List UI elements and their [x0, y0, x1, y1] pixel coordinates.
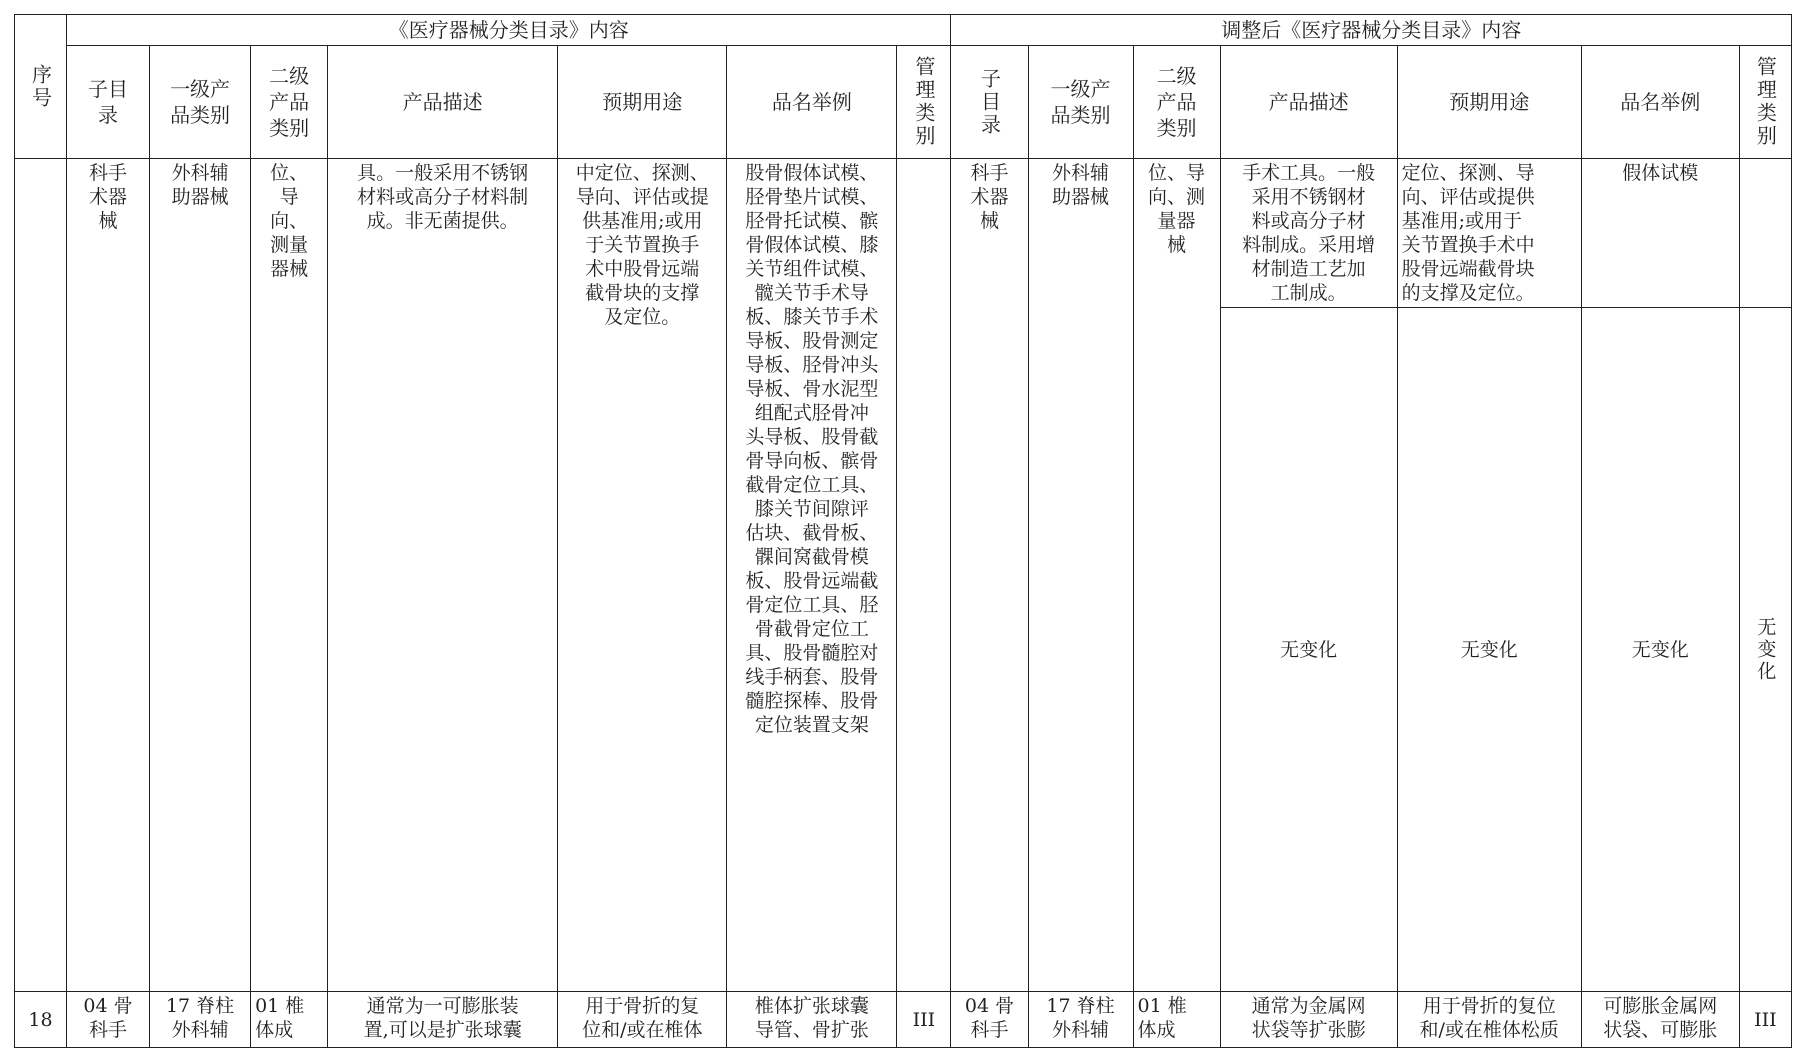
orig-cat2-cell: 01 椎 体成 — [251, 992, 328, 1048]
header-adj-subdir: 子目录 — [951, 46, 1028, 159]
adj-use-cell: 定位、探测、导 向、评估或提供 基准用;或用于 关节置换手术中 股骨远端截骨块 的支撑及定位。 — [1397, 159, 1581, 308]
header-adj-desc: 产品描述 — [1220, 46, 1397, 159]
row-seq — [15, 159, 67, 992]
header-group-row — [15, 15, 1792, 46]
adj-use-unchanged: 无变化 — [1397, 308, 1581, 992]
header-adj-cat1: 一级产 品类别 — [1028, 46, 1133, 159]
orig-class-cell — [897, 159, 951, 992]
header-orig-desc: 产品描述 — [328, 46, 558, 159]
header-original-catalog: 《医疗器械分类目录》内容 — [67, 15, 951, 46]
catalog-table-container — [14, 14, 1792, 1048]
header-seq: 序号 — [15, 15, 67, 159]
orig-cat1-cell: 外科辅 助器械 — [150, 159, 251, 992]
table-row — [15, 992, 1792, 1048]
orig-names-cell: 椎体扩张球囊 导管、骨扩张 — [727, 992, 897, 1048]
adj-class-unchanged: 无变化 — [1739, 308, 1791, 992]
header-adj-class: 管理类别 — [1739, 46, 1791, 159]
adj-class-cell — [1739, 159, 1791, 308]
adj-class-cell: III — [1739, 992, 1791, 1048]
orig-cat2-cell: 位、 导 向、 测量 器械 — [251, 159, 328, 992]
catalog-comparison-table — [14, 14, 1792, 1048]
header-orig-class: 管理类别 — [897, 46, 951, 159]
adj-cat1-cell: 17 脊柱 外科辅 — [1028, 992, 1133, 1048]
adj-names-cell: 可膨胀金属网 状袋、可膨胀 — [1581, 992, 1739, 1048]
header-orig-cat2: 二级 产品 类别 — [251, 46, 328, 159]
header-orig-use: 预期用途 — [558, 46, 727, 159]
header-orig-names: 品名举例 — [727, 46, 897, 159]
adj-use-cell: 用于骨折的复位 和/或在椎体松质 — [1397, 992, 1581, 1048]
header-adj-use: 预期用途 — [1397, 46, 1581, 159]
adj-desc-cell: 手术工具。一般 采用不锈钢材 料或高分子材 料制成。采用增 材制造工艺加 工制成。 — [1220, 159, 1397, 308]
header-adj-cat2: 二级 产品 类别 — [1133, 46, 1220, 159]
adj-desc-cell: 通常为金属网 状袋等扩张膨 — [1220, 992, 1397, 1048]
adj-subdir-cell: 科手 术器 械 — [951, 159, 1028, 992]
header-adjusted-catalog: 调整后《医疗器械分类目录》内容 — [951, 15, 1792, 46]
adj-subdir-cell: 04 骨 科手 — [951, 992, 1028, 1048]
orig-desc-cell: 通常为一可膨胀装 置,可以是扩张球囊 — [328, 992, 558, 1048]
orig-names-cell: 股骨假体试模、 胫骨垫片试模、 胫骨托试模、髌 骨假体试模、膝 关节组件试模、 髋关节手术导 板、膝关节手术 导板、股骨测定 导板、胫骨冲头 导板、骨水泥型 组配式胫骨冲 头导板、股骨截 骨导向板、髌骨 截骨定位工具、 膝关节间隙评 估块、截骨板、 髁间窝截骨模 板、股骨远端截 骨定位工具、胫 骨截骨定位工 具、股骨髓腔对 线手柄套、股骨 髓腔探棒、股骨 定位装置支架 — [727, 159, 897, 992]
table-row — [15, 159, 1792, 308]
adj-names-cell: 假体试模 — [1581, 159, 1739, 308]
orig-class-cell: III — [897, 992, 951, 1048]
header-adj-names: 品名举例 — [1581, 46, 1739, 159]
header-orig-subdir: 子目 录 — [67, 46, 150, 159]
orig-subdir-cell: 04 骨 科手 — [67, 992, 150, 1048]
header-columns-row — [15, 46, 1792, 159]
adj-cat2-cell: 位、导 向、测 量器 械 — [1133, 159, 1220, 992]
orig-use-cell: 中定位、探测、 导向、评估或提 供基准用;或用 于关节置换手 术中股骨远端 截骨块的支撑 及定位。 — [558, 159, 727, 992]
orig-use-cell: 用于骨折的复 位和/或在椎体 — [558, 992, 727, 1048]
orig-cat1-cell: 17 脊柱 外科辅 — [150, 992, 251, 1048]
adj-desc-unchanged: 无变化 — [1220, 308, 1397, 992]
header-orig-cat1: 一级产 品类别 — [150, 46, 251, 159]
row-seq: 18 — [15, 992, 67, 1048]
orig-desc-cell: 具。一般采用不锈钢 材料或高分子材料制 成。非无菌提供。 — [328, 159, 558, 992]
orig-subdir-cell: 科手 术器 械 — [67, 159, 150, 992]
adj-cat1-cell: 外科辅 助器械 — [1028, 159, 1133, 992]
adj-names-unchanged: 无变化 — [1581, 308, 1739, 992]
adj-cat2-cell: 01 椎 体成 — [1133, 992, 1220, 1048]
